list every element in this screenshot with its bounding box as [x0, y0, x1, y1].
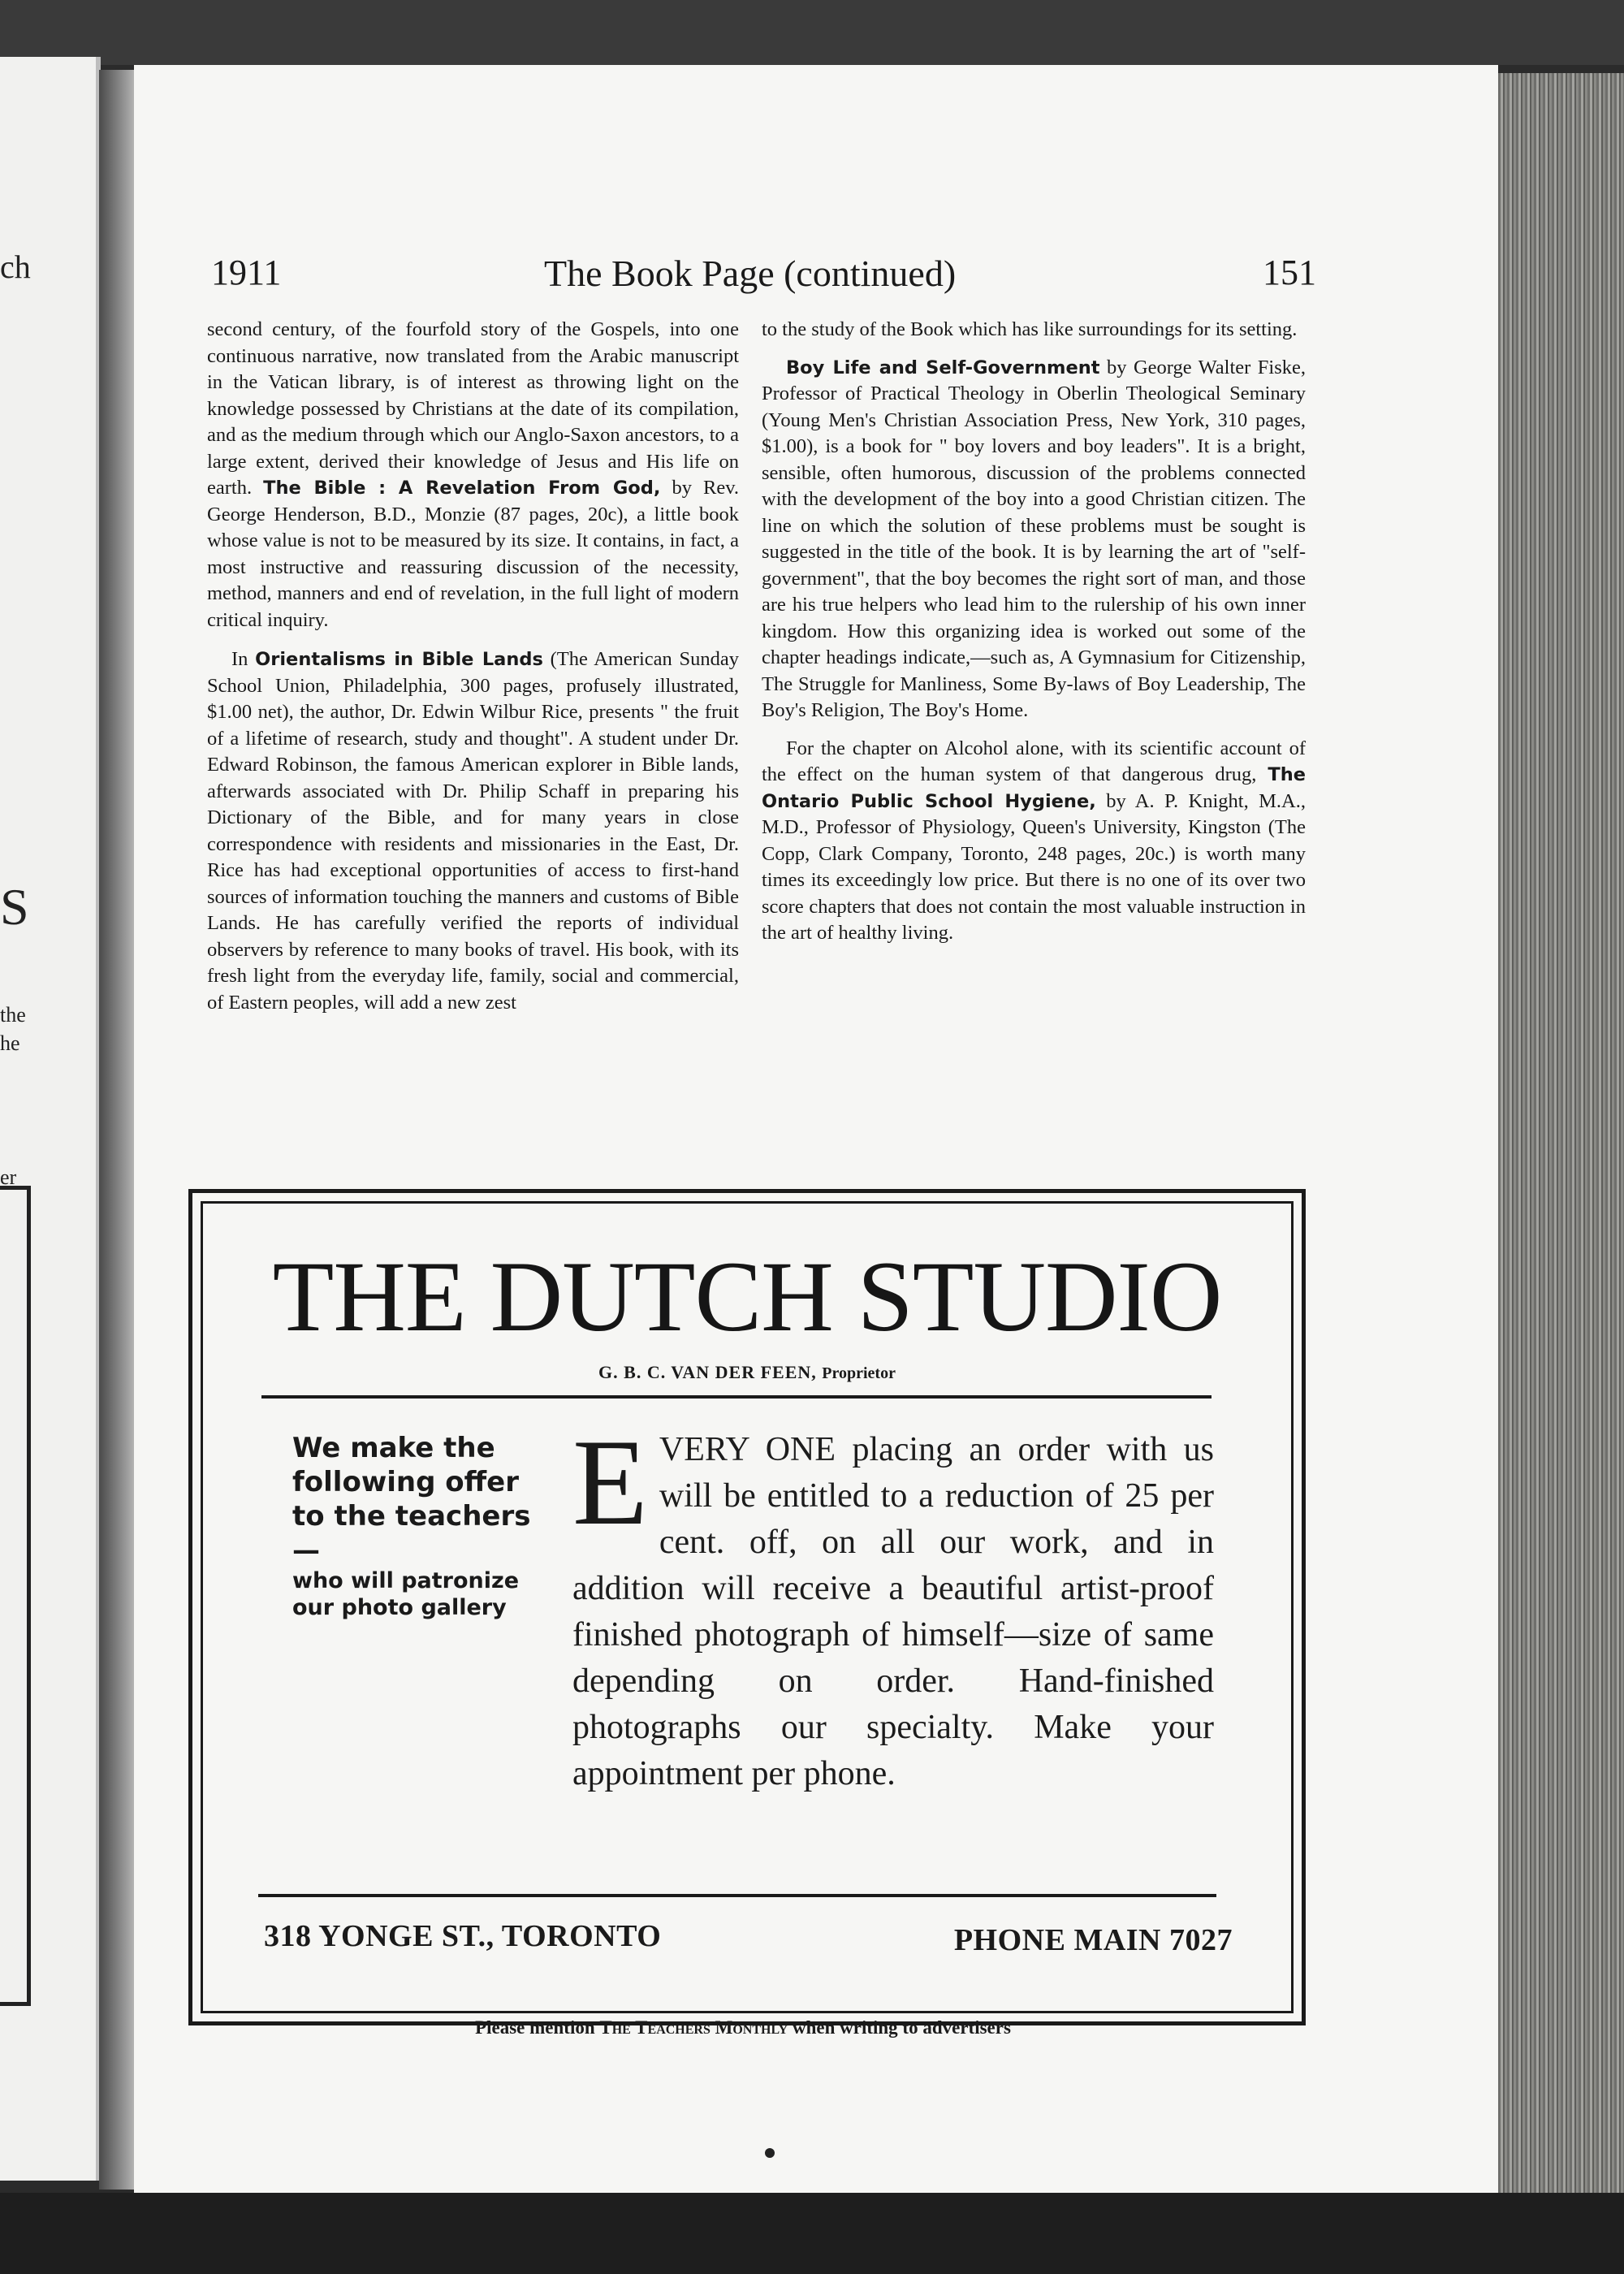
ink-dot [765, 2148, 775, 2158]
book-title: The Bible : A Revelation From God, [263, 478, 661, 499]
right-column [762, 317, 1306, 947]
background-top [0, 0, 1624, 65]
book-title: Orientalisms in Bible Lands [255, 649, 543, 670]
page-title: The Book Page (continued) [544, 253, 957, 294]
book-title: The Ontario Public School Hygiene, [762, 764, 1306, 812]
background-bottom [0, 2193, 1624, 2274]
facing-page-edge [0, 57, 101, 2181]
paragraph: to the study of the Book which has like surroundings for its setting. [762, 318, 1298, 340]
facing-page-box [0, 1186, 31, 2006]
advert-body: EVERY ONE placing an order with us will be entitled to a reduction of 25 per cent. off, on all our work, and in addition will receive a beautiful artist-proof finished photograph of himself—size of same depending on order. Hand-finished photographs our specialty. Make your appointment per phone. [572, 1414, 1214, 1792]
facing-fragment: the [0, 1003, 26, 1027]
advertisement [188, 1189, 1306, 2025]
facing-fragment: er [0, 1165, 17, 1189]
advert-offer: We make the following offer to the teachers— who will patronize our photo gallery [292, 1432, 531, 1620]
facing-fragment: S [0, 878, 29, 936]
page-number: 151 [1263, 253, 1316, 292]
book-page [134, 65, 1498, 2193]
magazine-name: The Teachers Monthly [599, 2017, 788, 2038]
paragraph: second century, of the fourfold story of the Gospels, into one continuous narrative, now translated from the Arabic manuscript in the Vatican library, is of interest as throwing light on the knowledge possessed by Christians at the date of its compilation, and as the medium through which our Anglo-Saxon ancestors, to a large extent, derived their knowledge of Jesus and His life on earth. The Bible : A Revelation From God, by Rev. George Henderson, B.D., Monzie (87 pages, 20c), a little book whose value is not to be measured by its size. It contains, in fact, a most instructive and reassuring discussion of the necessity, method, manners and end of revelation, in the full light of modern critical inquiry. [207, 318, 739, 631]
advert-title: THE DUTCH STUDIO [272, 1241, 1222, 1352]
left-column [207, 317, 739, 1016]
paragraph: For the chapter on Alcohol alone, with its scientific account of the effect on the human system of that dangerous drug, The Ontario Public School Hygiene, by A. P. Knight, M.A., M.D., Professor of Physiology, Queen's University, Kingston (The Copp, Clark Company, Toronto, 248 pages, 20c.) is worth many times its exceedingly low price. But there is no one of its over two score chapters that does not contain the most valuable instruction in the art of healthy living. [762, 737, 1306, 944]
advert-proprietor: G. B. C. VAN DER FEEN, Proprietor [598, 1362, 896, 1382]
drop-cap: E [572, 1414, 648, 1550]
advertisement-inner-border [201, 1201, 1294, 2013]
advert-address: 318 YONGE ST., TORONTO [264, 1919, 662, 1953]
divider [261, 1395, 1212, 1399]
advert-phone: PHONE MAIN 7027 [953, 1923, 1233, 1957]
facing-fragment: he [0, 1031, 20, 1055]
paragraph: Boy Life and Self-Government by George Walter Fiske, Professor of Practical Theology in Oberlin Theological Seminary (Young Men's Christian Association Press, New York, 310 pages, $1.00), is a book for " boy lovers and boy leaders". It is a bright, sensible, often humorous, discussion of the problems connected with the development of the boy into a good Christian citizen. The line on which the solution of these problems must be sought is suggested in the title of the book. It is by learning the art of "self-government", that the boy becomes the right sort of man, and those are his true helpers who lead him to the rulership of his own inner kingdom. How this organizing idea is worked out some of the chapter headings indicate,—such as, A Gymnasium for Citizenship, The Struggle for Manliness, Some By-laws of Boy Leadership, The Boy's Religion, The Boy's Home. [762, 356, 1306, 721]
header-year: 1911 [211, 253, 282, 292]
paragraph: In Orientalisms in Bible Lands (The American Sunday School Union, Philadelphia, 300 pages, profusely illustrated, $1.00 net), the author, Dr. Edwin Wilbur Rice, presents " the fruit of a lifetime of research, study and thought". A student under Dr. Edward Robinson, the famous American explorer in Bible lands, afterwards associated with Dr. Philip Schaff in preparing his Dictionary of the Bible, and for many years in close correspondence with residents and missionaries in the East, Dr. Rice has had exceptional opportunities of access to first-hand sources of information touching the manners and customs of Bible Lands. He has carefully verified the reports of individual observers by reference to many books of travel. His book, with its fresh light from the everyday life, family, social and commercial, of Eastern peoples, will add a new zest [207, 648, 739, 1014]
book-page-edges [1496, 73, 1624, 2193]
facing-fragment: ch [0, 249, 31, 285]
footer-note: Please mention The Teachers Monthly when writing to advertisers [475, 2017, 1011, 2038]
book-title: Boy Life and Self-Government [786, 357, 1100, 378]
divider [258, 1894, 1216, 1897]
